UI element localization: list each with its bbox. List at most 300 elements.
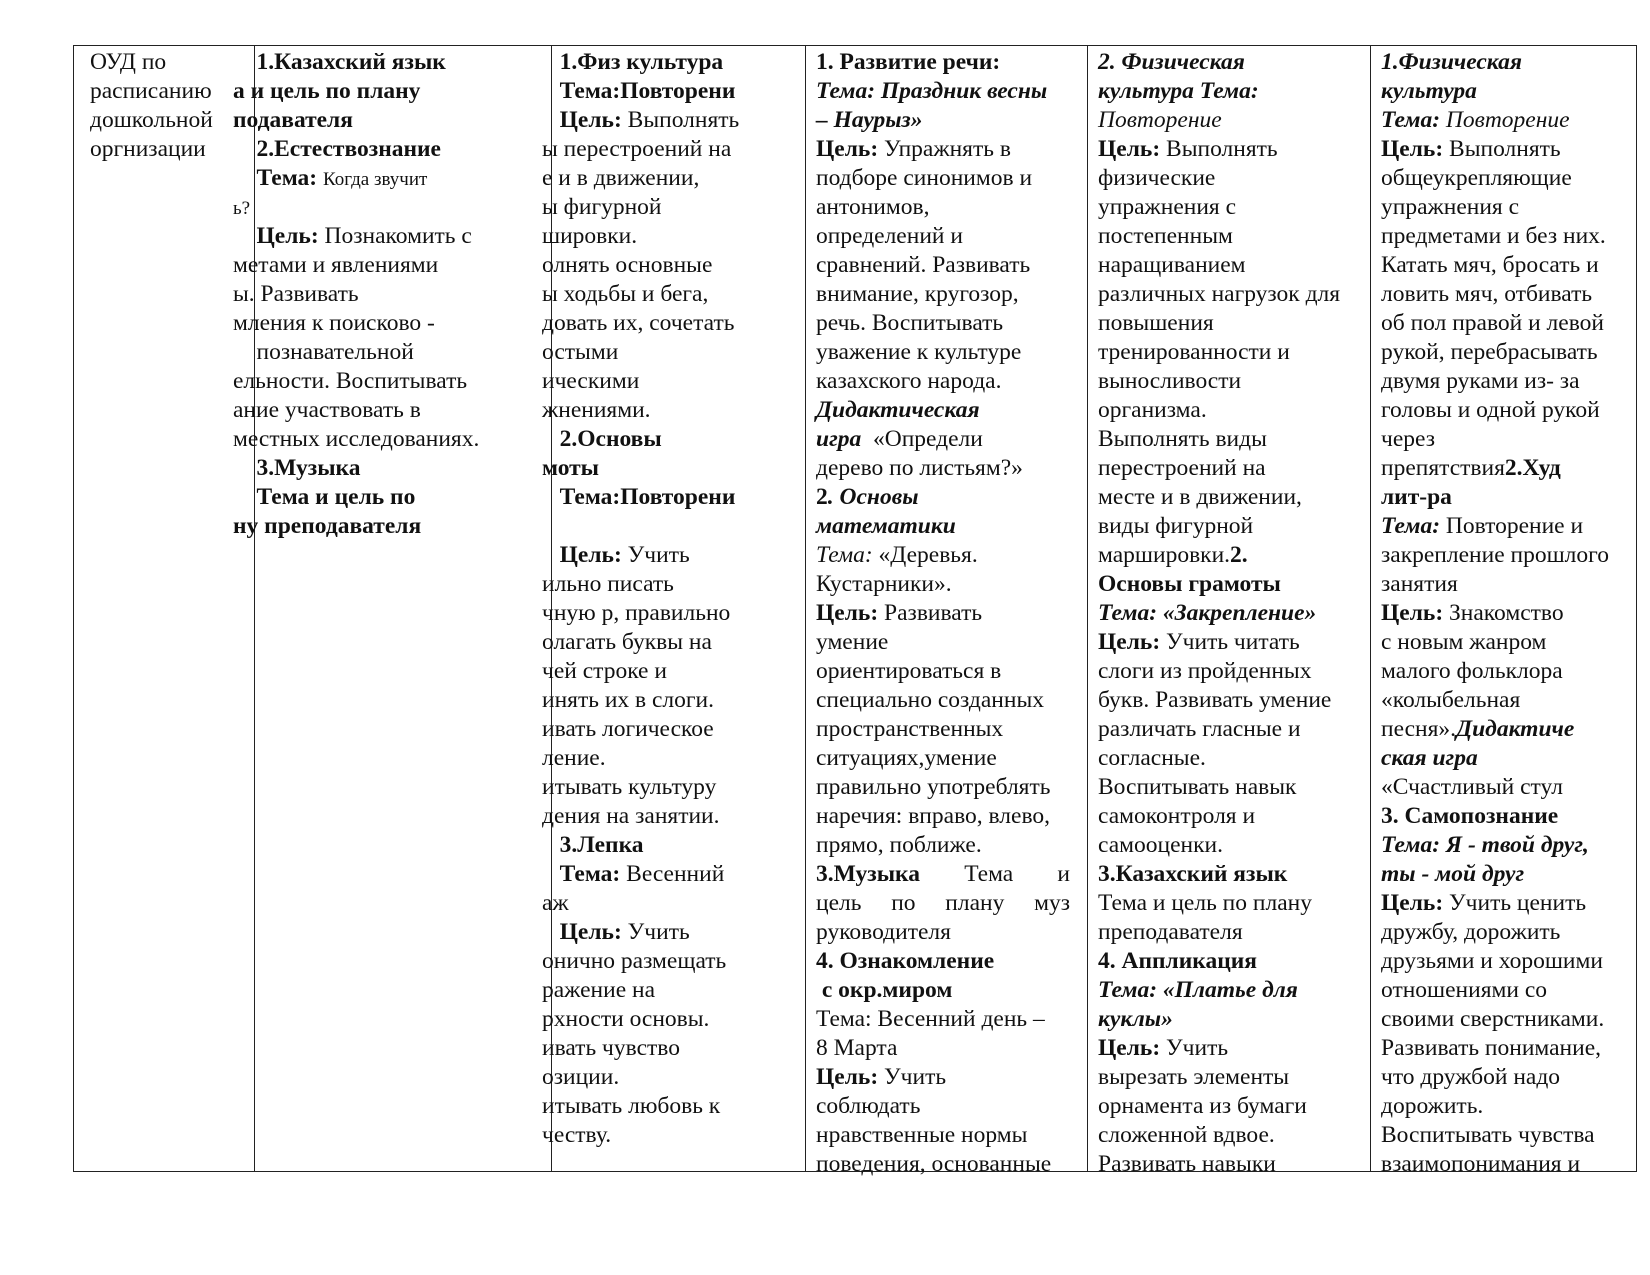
text-segment: Развивать понимание, xyxy=(1381,1035,1602,1061)
text-line xyxy=(1381,657,1635,686)
text-line xyxy=(1381,48,1635,77)
text-line xyxy=(233,135,533,164)
text-segment: Цель: xyxy=(1098,136,1167,162)
text-segment: ивать чувство xyxy=(542,1035,680,1061)
column-text xyxy=(233,48,533,541)
text-line xyxy=(233,396,533,425)
text-line xyxy=(542,222,802,251)
text-line xyxy=(542,1092,802,1121)
text-segment: Весенний xyxy=(626,861,725,887)
text-line xyxy=(1381,802,1635,831)
text-segment: наречия: вправо, влево, xyxy=(816,803,1051,829)
text-segment: нравственные нормы xyxy=(816,1122,1028,1148)
text-line xyxy=(1381,744,1635,773)
text-segment: Тема и цель по xyxy=(233,484,416,510)
text-segment: Повторение xyxy=(1098,107,1222,133)
text-segment: Цель: xyxy=(816,600,885,626)
text-segment: «Определи xyxy=(861,426,983,452)
text-line xyxy=(816,483,1070,512)
text-line xyxy=(816,1121,1070,1150)
text-segment: Выполнять xyxy=(1449,136,1561,162)
text-line xyxy=(1381,106,1635,135)
text-segment: ская игра xyxy=(1381,745,1478,771)
text-segment: «Деревья. xyxy=(872,542,978,568)
text-line xyxy=(1381,251,1635,280)
text-line xyxy=(542,744,802,773)
text-line xyxy=(816,570,1070,599)
text-segment: местных исследованиях. xyxy=(233,426,480,452)
text-segment: . Основы xyxy=(827,484,919,510)
text-segment: по xyxy=(891,890,916,916)
text-segment: повышения xyxy=(1098,310,1214,336)
text-segment: Цель: xyxy=(1098,1035,1167,1061)
text-segment: различать гласные и xyxy=(1098,716,1301,742)
text-segment: предметами и без них. xyxy=(1381,223,1606,249)
text-segment: букв. Развивать умение xyxy=(1098,687,1332,713)
text-segment: моты xyxy=(542,455,600,481)
text-line xyxy=(816,831,1070,860)
text-segment: занятия xyxy=(1381,571,1458,597)
text-line xyxy=(816,976,1070,1005)
text-line xyxy=(1098,860,1368,889)
text-line xyxy=(1381,193,1635,222)
text-line xyxy=(542,599,802,628)
text-segment: определений и xyxy=(816,223,963,249)
text-line xyxy=(1098,889,1368,918)
text-line xyxy=(542,164,802,193)
text-segment: различных нагрузок для xyxy=(1098,281,1341,307)
text-segment: физические xyxy=(1098,165,1216,191)
text-segment: отношениями со xyxy=(1381,977,1548,1003)
column-text xyxy=(1098,48,1368,1179)
text-segment: Развивать навыки xyxy=(1098,1151,1276,1177)
text-line xyxy=(542,831,802,860)
text-segment: ание участвовать в xyxy=(233,397,421,423)
text-line xyxy=(1381,947,1635,976)
text-segment: подавателя xyxy=(233,107,353,133)
text-segment: с новым жанром xyxy=(1381,629,1547,655)
text-line xyxy=(816,1005,1070,1034)
text-segment: прямо, поближе. xyxy=(816,832,982,858)
text-line xyxy=(1381,773,1635,802)
text-line xyxy=(1098,77,1368,106)
text-line xyxy=(1381,222,1635,251)
text-segment: Кустарники». xyxy=(816,571,952,597)
text-segment: дружбу, дорожить xyxy=(1381,919,1561,945)
text-line xyxy=(816,251,1070,280)
text-segment: уважение к культуре xyxy=(816,339,1022,365)
text-segment: пространственных xyxy=(816,716,1004,742)
text-segment: олагать буквы на xyxy=(542,629,712,655)
text-line xyxy=(816,48,1070,77)
text-segment: внимание, кругозор, xyxy=(816,281,1019,307)
text-line xyxy=(1098,802,1368,831)
text-line xyxy=(816,541,1070,570)
text-line xyxy=(1381,1063,1635,1092)
text-segment: куклы» xyxy=(1098,1006,1173,1032)
text-segment: дерево по листьям?» xyxy=(816,455,1023,481)
text-line xyxy=(1098,1063,1368,1092)
text-segment: культура xyxy=(1381,78,1477,104)
text-line xyxy=(233,338,533,367)
text-line xyxy=(1381,889,1635,918)
text-segment: Тема: «Платье для xyxy=(1098,977,1298,1003)
text-line xyxy=(233,280,533,309)
text-line xyxy=(1098,570,1368,599)
text-segment: организма. xyxy=(1098,397,1207,423)
text-segment: подборе синонимов и xyxy=(816,165,1033,191)
column-day-2 xyxy=(542,46,805,1171)
text-segment: Цель: xyxy=(233,223,325,249)
column-text xyxy=(90,48,250,164)
text-segment: Тема: «Закрепление» xyxy=(1098,600,1317,626)
text-line xyxy=(233,425,533,454)
text-segment: остыми xyxy=(542,339,619,365)
text-line xyxy=(816,715,1070,744)
text-line xyxy=(1098,367,1368,396)
text-line xyxy=(542,686,802,715)
text-segment: плану xyxy=(945,890,1005,916)
text-segment: Упражнять в xyxy=(884,136,1011,162)
text-segment: расписанию xyxy=(90,78,212,104)
text-line xyxy=(90,135,250,164)
text-segment: ражение на xyxy=(542,977,656,1003)
text-line xyxy=(1098,947,1368,976)
text-line xyxy=(1098,541,1368,570)
text-segment: Основы грамоты xyxy=(1098,571,1281,597)
text-segment: ловить мяч, отбивать xyxy=(1381,281,1593,307)
text-segment: взаимопонимания и xyxy=(1381,1151,1581,1177)
text-segment: 8 Марта xyxy=(816,1035,898,1061)
text-segment: ну преподавателя xyxy=(233,513,422,539)
text-segment: е и в движении, xyxy=(542,165,700,191)
text-segment: инять их в слоги. xyxy=(542,687,714,713)
text-segment: Цель: xyxy=(1098,629,1167,655)
text-line xyxy=(1381,512,1635,541)
text-segment: двумя руками из- за xyxy=(1381,368,1580,394)
text-segment: Когда звучит xyxy=(323,169,428,190)
text-line xyxy=(542,628,802,657)
text-segment: Повторение и xyxy=(1440,513,1584,539)
text-line xyxy=(1381,686,1635,715)
text-segment: упражнения с xyxy=(1098,194,1237,220)
text-segment: лит-ра xyxy=(1381,484,1452,510)
text-line xyxy=(1381,483,1635,512)
text-segment: что дружбой надо xyxy=(1381,1064,1561,1090)
text-line xyxy=(816,280,1070,309)
text-line xyxy=(1098,1150,1368,1179)
text-segment: самооценки. xyxy=(1098,832,1223,858)
text-line xyxy=(542,541,802,570)
text-segment: и xyxy=(1057,861,1070,887)
text-segment: Развивать xyxy=(884,600,983,626)
text-line xyxy=(1381,338,1635,367)
text-segment: Дидактическая xyxy=(816,397,980,423)
text-segment: чей строке и xyxy=(542,658,667,684)
text-segment: 3.Казахский язык xyxy=(1098,861,1288,887)
text-line xyxy=(1098,686,1368,715)
text-segment: итывать культуру xyxy=(542,774,717,800)
text-line xyxy=(816,628,1070,657)
text-segment: Цель: xyxy=(542,919,628,945)
text-segment: Тема: xyxy=(1381,513,1441,539)
text-line xyxy=(1381,309,1635,338)
text-segment: Учить xyxy=(627,919,690,945)
text-segment: малого фольклора xyxy=(1381,658,1563,684)
text-segment: Познакомить с xyxy=(324,223,472,249)
text-line xyxy=(542,396,802,425)
text-line xyxy=(1098,251,1368,280)
text-segment: Выполнять xyxy=(627,107,740,133)
text-segment: оргнизации xyxy=(90,136,206,162)
text-segment: умение xyxy=(816,629,889,655)
text-line xyxy=(816,396,1070,425)
text-segment: Тема: xyxy=(542,861,627,887)
text-segment: дения на занятии. xyxy=(542,803,720,829)
text-line xyxy=(542,1063,802,1092)
text-segment: – Наурыз» xyxy=(816,107,923,133)
text-line xyxy=(542,454,802,483)
text-segment: Цель: xyxy=(816,136,885,162)
text-segment: озиции. xyxy=(542,1064,620,1090)
text-segment: олнять основные xyxy=(542,252,713,278)
text-segment: 1.Физ культура xyxy=(542,49,724,75)
text-line xyxy=(90,48,250,77)
text-segment: выносливости xyxy=(1098,368,1242,394)
text-segment: специально созданных xyxy=(816,687,1044,713)
text-segment: Повторение xyxy=(1445,107,1570,133)
text-line xyxy=(1381,1005,1635,1034)
text-line xyxy=(233,48,533,77)
text-segment: своими сверстниками. xyxy=(1381,1006,1605,1032)
text-line xyxy=(816,338,1070,367)
text-segment: игра xyxy=(816,426,862,452)
text-segment: 4. Аппликация xyxy=(1098,948,1258,974)
text-segment: самоконтроля и xyxy=(1098,803,1256,829)
text-segment: а и цель по плану xyxy=(233,78,421,104)
text-line xyxy=(816,222,1070,251)
text-line xyxy=(542,918,802,947)
text-segment: 2.Естествознание xyxy=(233,136,441,162)
text-segment: Тема:Повторени xyxy=(542,78,736,104)
text-segment: итывать любовь к xyxy=(542,1093,721,1119)
text-line xyxy=(542,1121,802,1150)
text-segment: головы и одной рукой xyxy=(1381,397,1600,423)
text-line xyxy=(1381,280,1635,309)
text-segment: ы. Развивать xyxy=(233,281,359,307)
text-line xyxy=(542,280,802,309)
text-segment: препятствия xyxy=(1381,455,1505,481)
text-segment: Тема: Праздник весны xyxy=(816,78,1048,104)
text-line xyxy=(1098,715,1368,744)
text-line xyxy=(233,309,533,338)
text-line xyxy=(542,425,802,454)
text-segment: Тема: Весенний день – xyxy=(816,1006,1045,1032)
text-line xyxy=(1381,541,1635,570)
text-segment: метами и явлениями xyxy=(233,252,439,278)
text-line xyxy=(1098,744,1368,773)
text-segment: Знакомство xyxy=(1449,600,1564,626)
text-segment: «Счастливый стул xyxy=(1381,774,1563,800)
text-segment: жнениями. xyxy=(542,397,651,423)
text-line xyxy=(1381,715,1635,744)
text-line xyxy=(1381,976,1635,1005)
text-line xyxy=(1098,976,1368,1005)
text-line xyxy=(1381,1034,1635,1063)
text-line xyxy=(1381,164,1635,193)
text-segment: рукой, перебрасывать xyxy=(1381,339,1598,365)
text-segment: ельности. Воспитывать xyxy=(233,368,468,394)
text-line xyxy=(1381,628,1635,657)
text-line xyxy=(816,106,1070,135)
text-line xyxy=(1098,454,1368,483)
text-line xyxy=(1381,1092,1635,1121)
text-segment: Выполнять виды xyxy=(1098,426,1267,452)
text-segment: 2. Физическая xyxy=(1098,49,1245,75)
text-segment: согласные. xyxy=(1098,745,1206,771)
text-line xyxy=(816,135,1070,164)
text-segment: муз xyxy=(1034,890,1070,916)
text-line xyxy=(1098,338,1368,367)
text-segment: чную р, правильно xyxy=(542,600,731,626)
text-line xyxy=(816,657,1070,686)
text-line xyxy=(1381,1121,1635,1150)
text-segment: Цель: xyxy=(1381,136,1450,162)
text-line xyxy=(542,570,802,599)
text-segment: честву. xyxy=(542,1122,612,1148)
text-line xyxy=(542,802,802,831)
text-line xyxy=(233,193,533,222)
text-line xyxy=(816,193,1070,222)
column-text xyxy=(1381,48,1635,1179)
text-segment: 3.Музыка xyxy=(816,861,920,887)
text-line xyxy=(1098,599,1368,628)
text-line xyxy=(1098,425,1368,454)
text-segment: Цель: xyxy=(542,542,628,568)
text-line xyxy=(816,686,1070,715)
text-line xyxy=(1381,367,1635,396)
text-segment: 1.Физическая xyxy=(1381,49,1522,75)
text-line xyxy=(1381,918,1635,947)
text-segment: Дидактиче xyxy=(1456,716,1575,742)
text-segment: песня». xyxy=(1381,716,1457,742)
text-segment: мления к поисково - xyxy=(233,310,435,336)
text-line xyxy=(1098,280,1368,309)
column-text xyxy=(542,48,802,1150)
text-line xyxy=(1098,135,1368,164)
text-line xyxy=(816,164,1070,193)
column-day-5 xyxy=(1370,46,1636,1177)
text-segment: об пол правой и левой xyxy=(1381,310,1604,336)
text-segment: культура Тема: xyxy=(1098,78,1259,104)
text-line xyxy=(1098,48,1368,77)
text-line xyxy=(542,106,802,135)
text-segment: общеукрепляющие xyxy=(1381,165,1572,191)
text-segment: Учить читать xyxy=(1166,629,1300,655)
text-line xyxy=(1381,454,1635,483)
text-line xyxy=(542,889,802,918)
text-line xyxy=(816,744,1070,773)
text-line xyxy=(542,338,802,367)
text-segment: речь. Воспитывать xyxy=(816,310,1004,336)
text-segment: руководителя xyxy=(816,919,951,945)
text-segment: вырезать элементы xyxy=(1098,1064,1290,1090)
text-segment: Учить xyxy=(1166,1035,1229,1061)
text-line xyxy=(542,860,802,889)
text-line xyxy=(1098,309,1368,338)
text-line xyxy=(1098,773,1368,802)
text-segment: Цель: xyxy=(542,107,628,133)
text-line xyxy=(1098,396,1368,425)
text-line xyxy=(1098,222,1368,251)
column-day-3 xyxy=(805,46,1087,1177)
text-segment: 1.Казахский язык xyxy=(233,49,446,75)
text-segment: «колыбельная xyxy=(1381,687,1521,713)
text-line xyxy=(816,802,1070,831)
text-line xyxy=(542,773,802,802)
text-line xyxy=(1381,599,1635,628)
text-line xyxy=(816,860,1070,889)
text-line xyxy=(542,309,802,338)
text-line xyxy=(542,77,802,106)
text-segment: дошкольной xyxy=(90,107,213,133)
text-segment: 2.Худ xyxy=(1504,455,1561,481)
text-line xyxy=(233,454,533,483)
text-line xyxy=(542,947,802,976)
text-line xyxy=(1381,77,1635,106)
text-line xyxy=(233,512,533,541)
text-segment: правильно употреблять xyxy=(816,774,1051,800)
text-line xyxy=(542,48,802,77)
text-segment: 3. Самопознание xyxy=(1381,803,1559,829)
text-line xyxy=(816,367,1070,396)
text-segment: Тема: xyxy=(1381,107,1446,133)
text-line xyxy=(1098,657,1368,686)
text-segment: 2.Основы xyxy=(542,426,662,452)
column-oud-schedule xyxy=(74,46,254,1171)
text-line xyxy=(1098,1034,1368,1063)
text-line xyxy=(1098,1005,1368,1034)
text-line xyxy=(542,657,802,686)
text-segment: рхности основы. xyxy=(542,1006,710,1032)
text-segment: поведения, основанные xyxy=(816,1151,1052,1177)
text-line xyxy=(816,1034,1070,1063)
text-segment: 3.Музыка xyxy=(233,455,361,481)
text-segment: ОУД по xyxy=(90,49,167,75)
column-day-4 xyxy=(1087,46,1370,1177)
text-segment: Тема:Повторени xyxy=(542,484,736,510)
text-line xyxy=(1098,193,1368,222)
text-line xyxy=(233,367,533,396)
text-line xyxy=(1098,164,1368,193)
text-line xyxy=(542,367,802,396)
text-segment: ильно писать xyxy=(542,571,674,597)
text-line xyxy=(816,309,1070,338)
text-segment: тренированности и xyxy=(1098,339,1290,365)
text-segment: сложенной вдвое. xyxy=(1098,1122,1275,1148)
text-segment: 2. xyxy=(1230,542,1248,568)
text-segment: ы перестроений на xyxy=(542,136,732,162)
text-segment: Учить xyxy=(627,542,690,568)
text-line xyxy=(90,77,250,106)
text-segment: шировки. xyxy=(542,223,638,249)
text-segment: упражнения с xyxy=(1381,194,1520,220)
text-segment: 1. Развитие речи: xyxy=(816,49,1001,75)
text-segment: Выполнять xyxy=(1166,136,1278,162)
text-segment: дорожить. xyxy=(1381,1093,1484,1119)
text-segment: слоги из пройденных xyxy=(1098,658,1312,684)
text-line xyxy=(816,599,1070,628)
